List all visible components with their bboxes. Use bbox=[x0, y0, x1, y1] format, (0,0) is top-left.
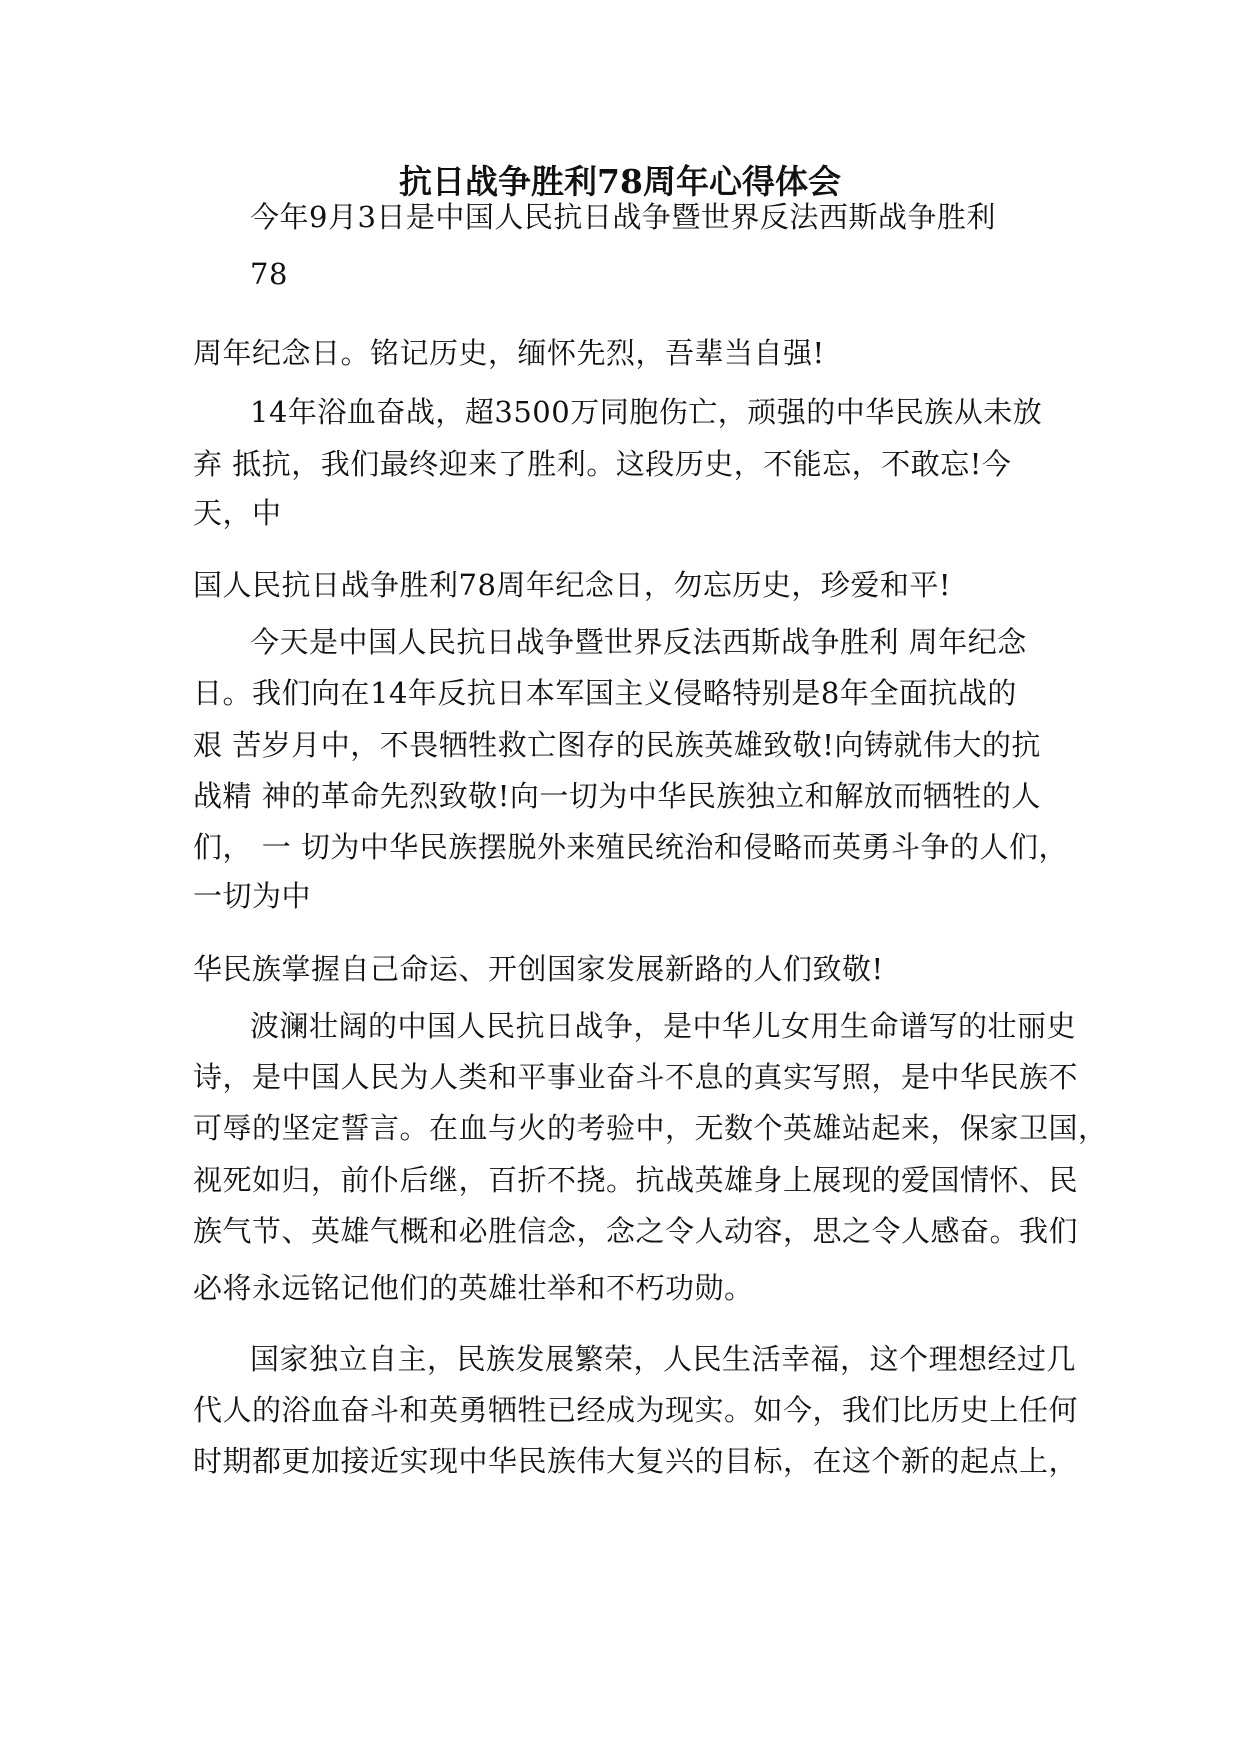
text-line: 必将永远铭记他们的英雄壮举和不朽功勋。 bbox=[193, 1271, 754, 1305]
text-line: 日。我们向在14年反抗日本军国主义侵略特别是8年全面抗战的 bbox=[193, 676, 1017, 710]
text-line: 时期都更加接近实现中华民族伟大复兴的目标，在这个新的起点上， bbox=[193, 1444, 1079, 1478]
text-line: 今年9月3日是中国人民抗日战争暨世界反法西斯战争胜利 bbox=[250, 200, 996, 234]
text-line: 一切为中 bbox=[193, 879, 312, 913]
text-line: 天，中 bbox=[193, 496, 282, 530]
text-line: 代人的浴血奋斗和英勇牺牲已经成为现实。如今，我们比历史上任何 bbox=[193, 1393, 1079, 1427]
document-title: 抗日战争胜利78周年心得体会 bbox=[399, 162, 841, 201]
text-line: 视死如归，前仆后继，百折不挠。抗战英雄身上展现的爱国情怀、民 bbox=[193, 1163, 1079, 1197]
text-line: 周年纪念日。铭记历史，缅怀先烈，吾辈当自强! bbox=[193, 336, 825, 370]
text-line: 波澜壮阔的中国人民抗日战争，是中华儿女用生命谱写的壮丽史 bbox=[250, 1009, 1077, 1043]
text-line: 14年浴血奋战，超3500万同胞伤亡，顽强的中华民族从未放 bbox=[250, 395, 1043, 429]
text-line: 今天是中国人民抗日战争暨世界反法西斯战争胜利 周年纪念 bbox=[250, 625, 1027, 659]
text-line: 们， 一 切为中华民族摆脱外来殖民统治和侵略而英勇斗争的人们， bbox=[193, 830, 1068, 864]
text-line: 诗，是中国人民为人类和平事业奋斗不息的真实写照，是中华民族不 bbox=[193, 1060, 1079, 1094]
text-line: 族气节、英雄气概和必胜信念，念之令人动容，思之令人感奋。我们 bbox=[193, 1214, 1079, 1248]
text-line: 可辱的坚定誓言。在血与火的考验中，无数个英雄站起来，保家卫国， bbox=[193, 1111, 1108, 1145]
text-line: 战精 神的革命先烈致敬!向一切为中华民族独立和解放而牺牲的人 bbox=[193, 779, 1041, 813]
text-line: 国家独立自主，民族发展繁荣，人民生活幸福，这个理想经过几 bbox=[250, 1342, 1077, 1376]
text-line: 国人民抗日战争胜利78周年纪念日，勿忘历史，珍爱和平! bbox=[193, 568, 952, 602]
text-line: 78 bbox=[250, 257, 288, 291]
text-line: 弃 抵抗，我们最终迎来了胜利。这段历史，不能忘，不敢忘!今 bbox=[193, 447, 1012, 481]
text-line: 艰 苦岁月中，不畏牺牲救亡图存的民族英雄致敬!向铸就伟大的抗 bbox=[193, 728, 1041, 762]
text-line: 华民族掌握自己命运、开创国家发展新路的人们致敬! bbox=[193, 952, 884, 986]
